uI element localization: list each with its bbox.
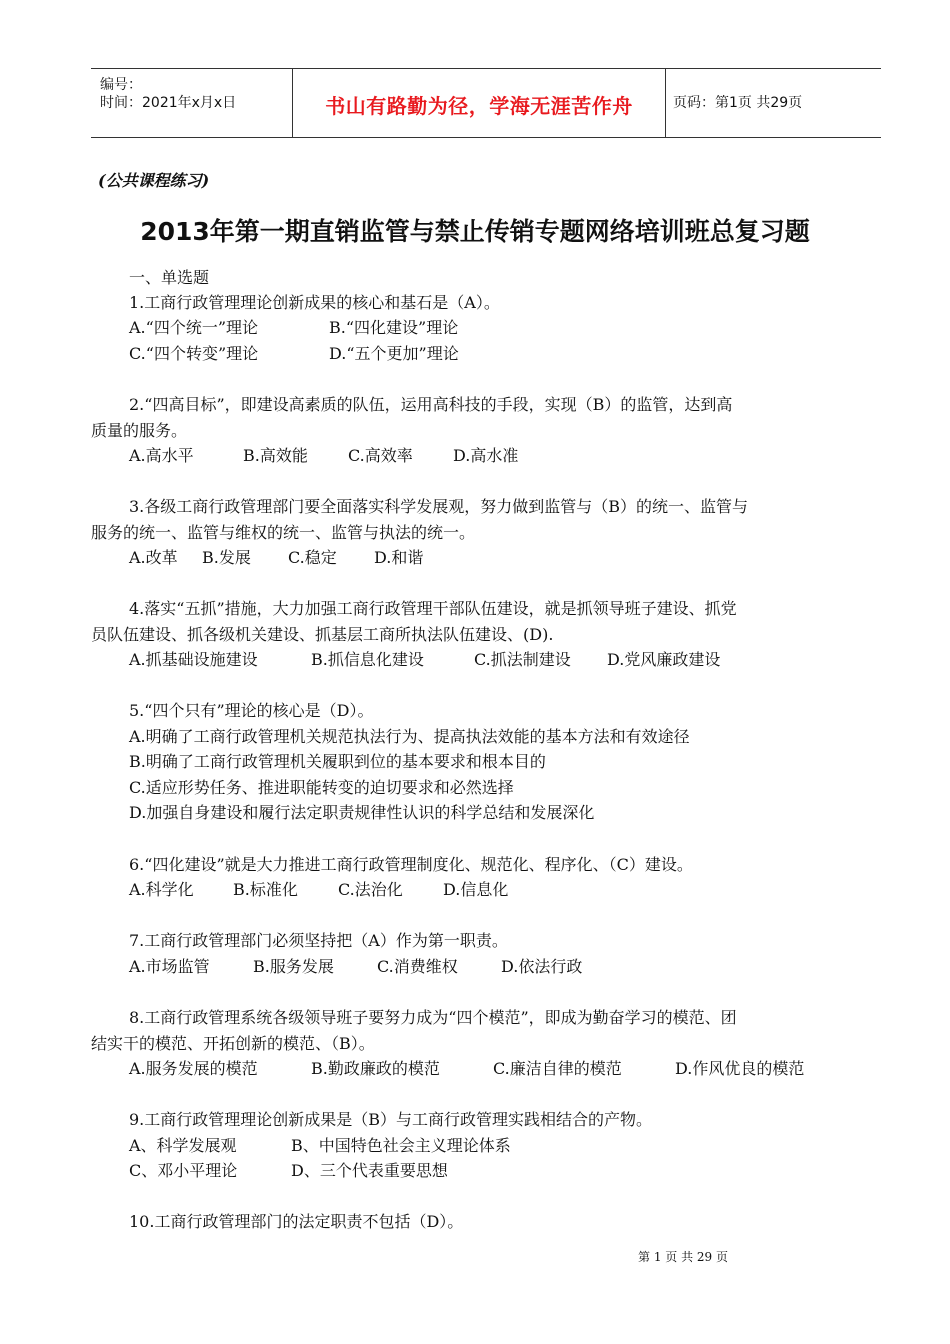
option: C.消费维权 [377,957,458,976]
header-table [91,68,881,138]
question-9-options-row1 [129,1136,511,1156]
question-2-line1: 2.“四高目标”，即建设高素质的队伍，运用高科技的手段，实现（B）的监管，达到高 [129,395,733,414]
motto: 书山有路勤为径，学海无涯苦作舟 [325,94,633,118]
question-1-options-row2 [129,344,459,364]
option: A.高水平 [129,446,194,465]
option: A.明确了工商行政管理机关规范执法行为、提高执法效能的基本方法和有效途径 [129,727,690,746]
option: A.科学化 [129,880,194,899]
option: C.高效率 [348,446,413,465]
option: C、邓小平理论 [129,1161,238,1180]
question-6: 6.“四化建设”就是大力推进工商行政管理制度化、规范化、程序化、（C）建设。 [129,855,693,874]
option: A.改革 [129,548,178,567]
question-9-options-row2 [129,1161,448,1181]
option: C.廉洁自律的模范 [493,1059,622,1078]
option: C.法治化 [338,880,403,899]
option: C.适应形势任务、推进职能转变的迫切要求和必然选择 [129,778,514,797]
option: A、科学发展观 [129,1136,237,1155]
option: A.市场监管 [129,957,210,976]
question-1-options-row1 [129,318,458,338]
option: B.服务发展 [253,957,334,976]
option: A.服务发展的模范 [129,1059,258,1078]
header-center-cell [293,69,666,137]
question-10: 10.工商行政管理部门的法定职责不包括（D）。 [129,1212,464,1231]
option: D.加强自身建设和履行法定职责规律性认识的科学总结和发展深化 [129,803,595,822]
question-6-options [129,880,508,900]
option: B.“四化建设”理论 [329,318,459,337]
question-1: 1.工商行政管理理论创新成果的核心和基石是（A）。 [129,293,500,312]
option: C.抓法制建设 [474,650,571,669]
option: C.“四个转变”理论 [129,344,259,363]
question-7-options [129,957,582,977]
section-heading: 一、单选题 [129,268,210,287]
number-label: 编号： [100,77,142,93]
question-2-options [129,446,518,466]
page-footer: 第 1 页 共 29 页 [638,1250,728,1264]
question-4-options [129,650,720,670]
option: B.勤政廉政的模范 [311,1059,440,1078]
option: D.依法行政 [501,957,583,976]
question-3-options [129,548,423,568]
question-9: 9.工商行政管理理论创新成果是（B）与工商行政管理实践相结合的产物。 [129,1110,653,1129]
document-title: 2013年第一期直销监管与禁止传销专题网络培训班总复习题 [140,217,810,246]
question-7: 7.工商行政管理部门必须坚持把（A）作为第一职责。 [129,931,508,950]
page-info: 页码：第1页 共29页 [673,95,803,111]
option: B.高效能 [243,446,308,465]
option: D.“五个更加”理论 [329,344,459,363]
option: D.作风优良的模范 [675,1059,805,1078]
question-8-options [129,1059,804,1079]
question-2-line2: 质量的服务。 [91,421,188,440]
option: D、三个代表重要思想 [291,1161,448,1180]
option: B.抓信息化建设 [311,650,424,669]
question-3-line2: 服务的统一、监管与维权的统一、监管与执法的统一。 [91,523,476,542]
course-label: (公共课程练习) [98,171,210,190]
option: B.明确了工商行政管理机关履职到位的基本要求和根本目的 [129,752,546,771]
option: B.标准化 [233,880,298,899]
question-3-line1: 3.各级工商行政管理部门要全面落实科学发展观，努力做到监管与（B）的统一、监管与 [129,497,749,516]
time-label: 时间：2021年x月x日 [100,95,237,111]
header-left-cell [91,69,293,137]
option: D.信息化 [443,880,509,899]
question-4-line1: 4.落实“五抓”措施，大力加强工商行政管理干部队伍建设，就是抓领导班子建设、抓党 [129,599,737,618]
question-4-line2: 员队伍建设、抓各级机关建设、抓基层工商所执法队伍建设、(D). [91,625,554,644]
question-5: 5.“四个只有”理论的核心是（D）。 [129,701,374,720]
option: D.高水准 [453,446,519,465]
option: D.和谐 [374,548,424,567]
question-8-line1: 8.工商行政管理系统各级领导班子要努力成为“四个模范”，即成为勤奋学习的模范、团 [129,1008,737,1027]
option: B.发展 [202,548,251,567]
question-8-line2: 结实干的模范、开拓创新的模范、（B）。 [91,1034,375,1053]
option: B、中国特色社会主义理论体系 [291,1136,511,1155]
option: C.稳定 [288,548,337,567]
option: D.党风廉政建设 [607,650,721,669]
option: A.“四个统一”理论 [129,318,259,337]
option: A.抓基础设施建设 [129,650,258,669]
